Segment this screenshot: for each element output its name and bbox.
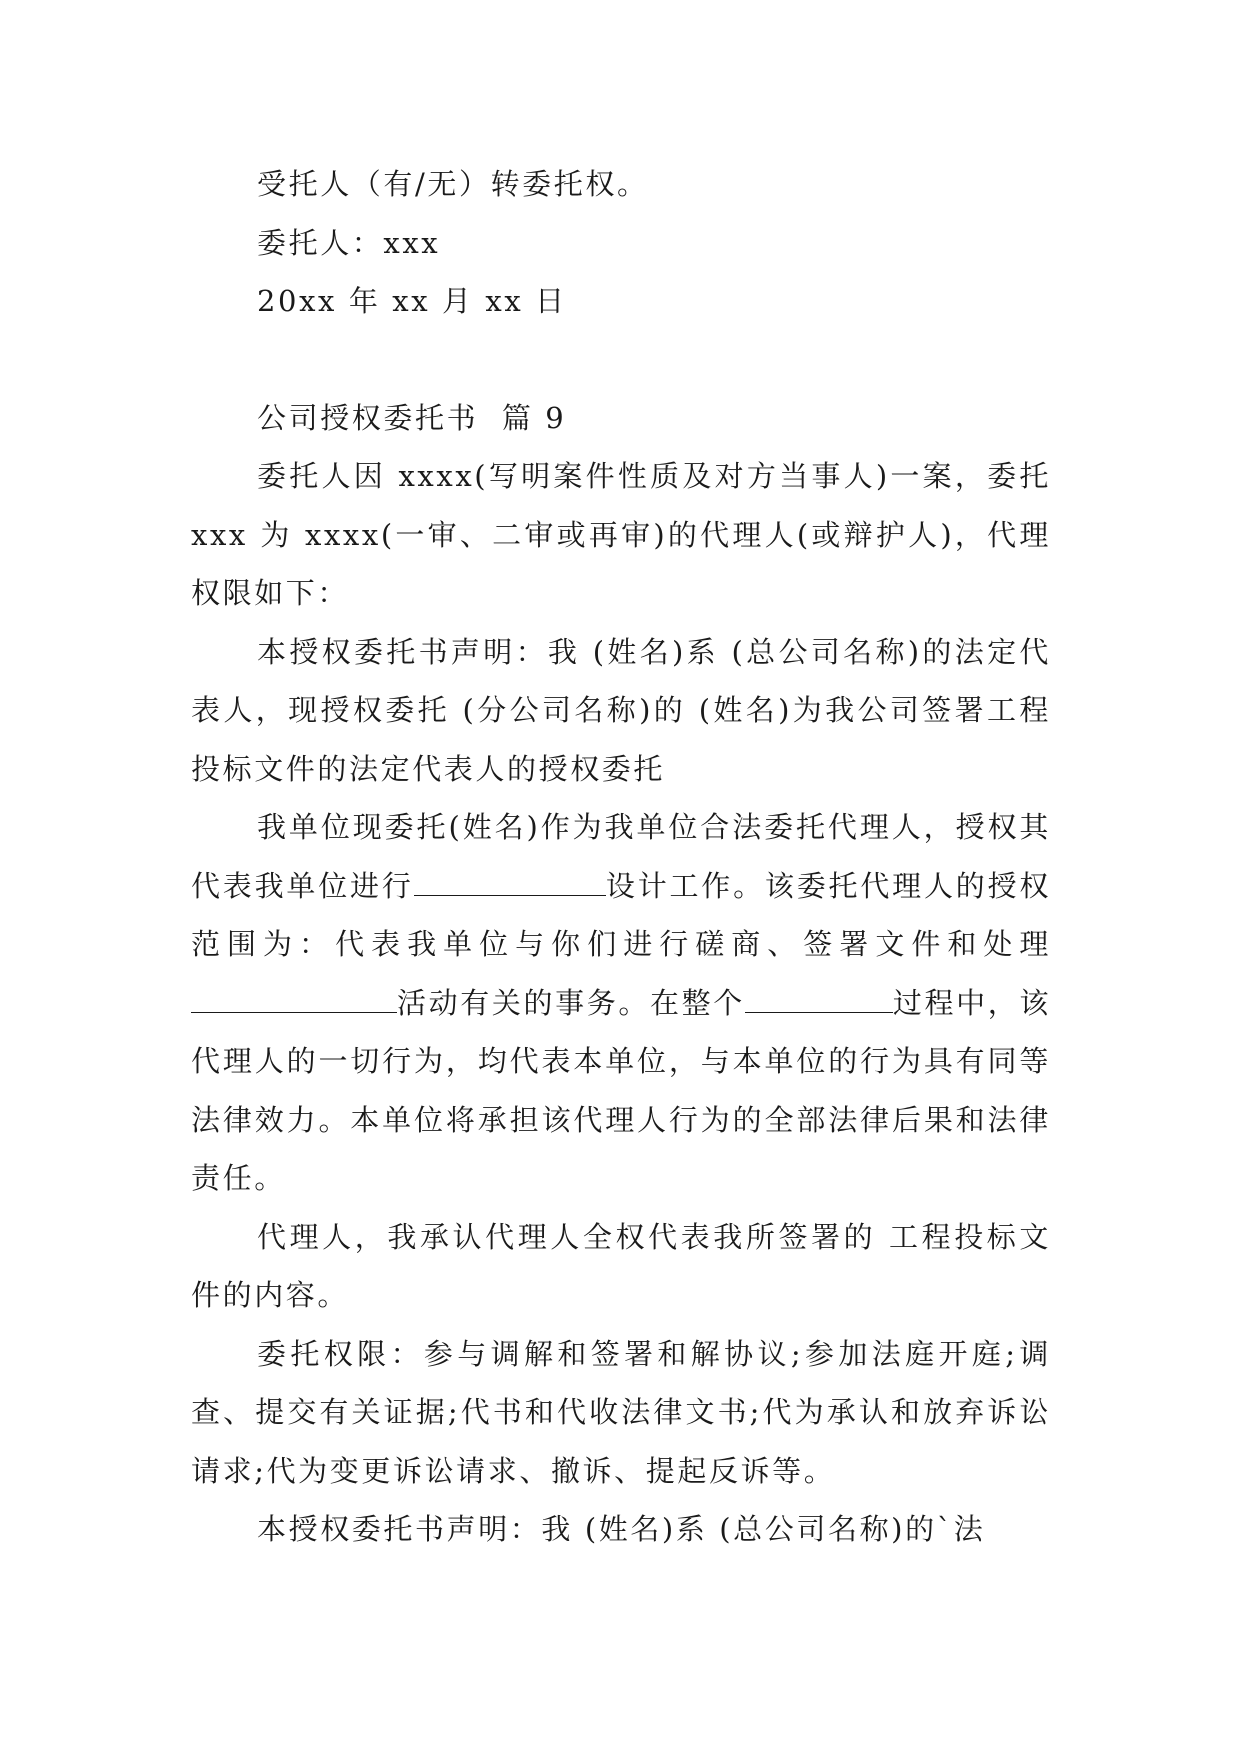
section-title: 公司授权委托书 篇 9 (257, 400, 567, 435)
fill-blank-process (745, 982, 893, 1013)
paragraph-declaration-repeat: 本授权委托书声明：我 (姓名)系 (总公司名称)的`法 (257, 1512, 986, 1546)
paragraph-entrust-case: 委托人因 xxxx(写明案件性质及对方当事人)一案，委托 xxx 为 xxxx(一审、二审或再审)的代理人(或辩护人)，代理权限如下： (191, 459, 1051, 610)
section-spacer (191, 331, 1051, 389)
paragraph-entrust-powers: 委托权限：参与调解和签署和解协议;参加法庭开庭;调查、提交有关证据;代书和代收法律文书;代为承认和放弃诉讼请求;代为变更诉讼请求、撤诉、提起反诉等。 (191, 1336, 1051, 1488)
agent-scope-text-2: 设计工作。该委托代理人的授权范围为：代表我单位与你们进行磋商、签署文件和处理 (191, 868, 1051, 961)
principal-line: 委托人：xxx (257, 225, 441, 260)
transfer-authority-line: 受托人（有/无）转委托权。 (257, 167, 649, 201)
fill-blank-activity (191, 982, 397, 1013)
date-line: 20xx 年 xx 月 xx 日 (257, 284, 567, 318)
agent-scope-text-4: 过程中，该代理人的一切行为，均代表本单位，与本单位的行为具有同等法律效力。本单位将承担该代理人行为的全部法律后果和法律责任。 (191, 985, 1051, 1195)
paragraph-agent-acknowledgement: 代理人，我承认代理人全权代表我所签署的 工程投标文件的内容。 (191, 1219, 1051, 1312)
agent-scope-text-1: 我单位现委托(姓名)作为我单位合法委托代理人，授权其代表我单位进行 (191, 810, 1051, 903)
agent-scope-text-3: 活动有关的事务。在整个 (397, 985, 745, 1020)
paragraph-agent-scope (191, 798, 1051, 1208)
fill-blank-design (414, 865, 606, 896)
document-body (191, 155, 1051, 1559)
paragraph-declaration: 本授权委托书声明：我 (姓名)系 (总公司名称)的法定代表人，现授权委托 (分公司名称)的 (姓名)为我公司签署工程投标文件的法定代表人的授权委托 (191, 634, 1051, 786)
